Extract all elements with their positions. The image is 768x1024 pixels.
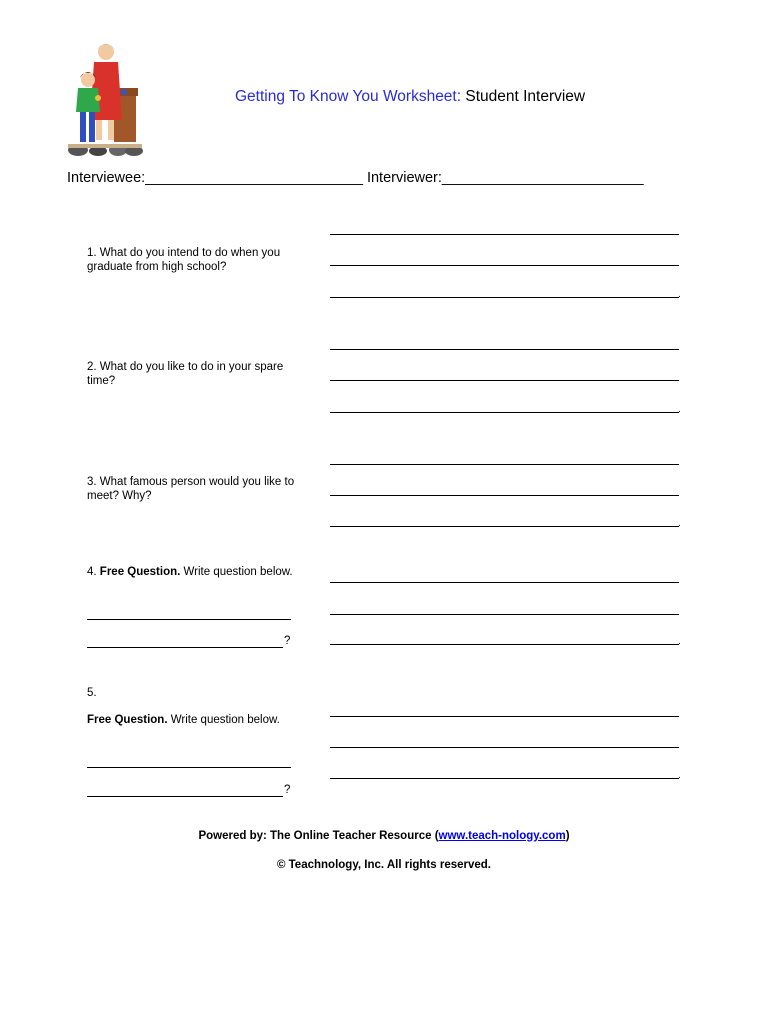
question-write-line[interactable] [87,619,291,620]
question-3 [87,475,297,503]
answer-line[interactable] [330,644,679,645]
answer-line[interactable] [330,495,679,496]
answer-line[interactable] [330,747,679,748]
answer-line[interactable] [330,526,679,527]
answer-line[interactable] [330,265,679,266]
question-text: Write question below. [170,714,280,726]
period-mark: . [678,636,681,647]
powered-prefix: Powered by: The Online Teacher Resource ( [198,830,439,842]
website-link[interactable]: www.teach-nology.com [438,830,566,842]
question-1 [87,246,297,274]
answer-line[interactable] [330,778,679,779]
teacher-student-podium-icon [66,40,144,158]
page-title [235,88,585,106]
copyright: © Teachnology, Inc. All rights reserved. [276,859,492,871]
answer-line[interactable] [330,297,679,298]
answer-line[interactable] [330,582,679,583]
question-number: 5. [87,687,97,699]
answer-line[interactable] [330,234,679,235]
question-2 [87,360,297,388]
question-text: What do you intend to do when you graduate from high school? [87,247,281,273]
period-mark: . [678,289,681,300]
interviewer-field[interactable]: _________________________ [441,170,644,186]
question-text: Write question below. [183,566,293,578]
question-5 [87,713,297,727]
question-bold: Free Question. [87,714,168,726]
question-4 [87,565,297,579]
title-main: Getting To Know You Worksheet: [235,88,462,105]
question-number: 2. [87,361,97,373]
answer-line[interactable] [330,412,679,413]
question-number: 1. [87,247,97,259]
question-5-number [87,686,297,700]
question-mark: ? [284,635,291,647]
answer-line[interactable] [330,716,679,717]
answer-line[interactable] [330,614,679,615]
powered-by [0,830,768,842]
period-mark: . [678,518,681,529]
powered-suffix: ) [565,830,570,842]
period-mark: . [678,770,681,781]
answer-line[interactable] [330,380,679,381]
interviewee-field[interactable]: ___________________________ [145,170,363,186]
question-text: What do you like to do in your spare time? [87,361,284,387]
question-write-line[interactable] [87,647,283,648]
title-sub: Student Interview [465,88,586,105]
question-bold: Free Question. [99,566,181,578]
question-number: 4. [87,566,97,578]
answer-line[interactable] [330,464,679,465]
question-number: 3. [87,476,97,488]
question-write-line[interactable] [87,767,291,768]
question-mark: ? [284,784,291,796]
period-mark: . [678,404,681,415]
answer-line[interactable] [330,349,679,350]
name-fields [67,170,644,186]
interviewer-label: Interviewer: [366,170,442,186]
interviewee-label: Interviewee: [67,170,146,186]
question-text: What famous person would you like to meet? Why? [87,476,295,502]
question-write-line[interactable] [87,796,283,797]
